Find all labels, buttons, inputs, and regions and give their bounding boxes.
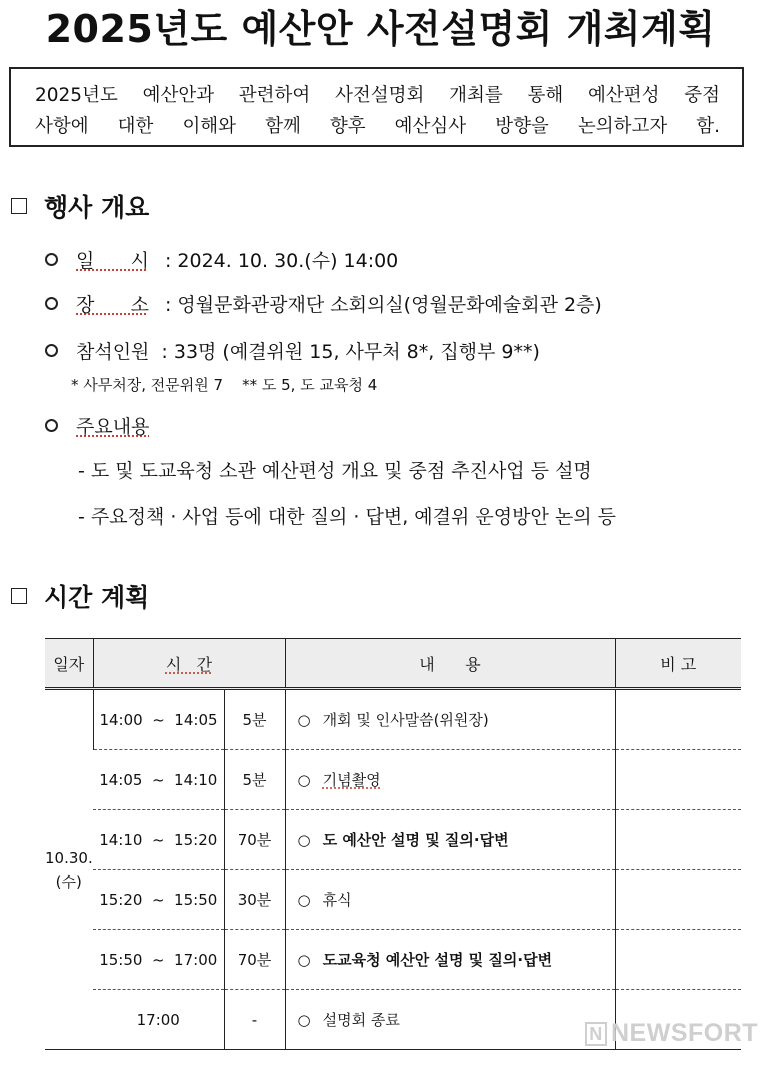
place-value: : 영월문화관광재단 소회의실(영월문화예술회관 2층) — [164, 294, 602, 316]
header-time: 시 간 — [93, 639, 285, 689]
overview-main-content — [45, 412, 149, 439]
table-row — [45, 750, 741, 810]
table-row — [45, 810, 741, 870]
time-cell: 14:10 ~ 15:20 — [93, 810, 224, 870]
note-cell — [615, 689, 741, 750]
time-cell: 15:20 ~ 15:50 — [93, 870, 224, 930]
overview-place — [45, 290, 602, 317]
table-row — [45, 689, 741, 750]
duration-cell: 70분 — [224, 930, 285, 990]
summary-box — [9, 67, 744, 147]
table-header-row — [45, 639, 741, 689]
circle-bullet-icon: ○ — [297, 891, 311, 909]
section-heading-text: 행사 개요 — [44, 193, 150, 222]
date-line: 10.30. — [45, 848, 93, 867]
date-cell — [45, 689, 93, 1050]
circle-bullet-icon: ○ — [297, 1011, 311, 1029]
section-heading-text: 시간 계획 — [44, 583, 150, 612]
overview-datetime — [45, 246, 398, 273]
watermark-text: NEWSFORT — [611, 1019, 759, 1047]
main-content-item: - 도 및 도교육청 소관 예산편성 개요 및 중점 추진사업 등 설명 — [78, 460, 592, 482]
note-cell — [615, 750, 741, 810]
header-date: 일자 — [45, 639, 93, 689]
content-cell: ○ 휴식 — [285, 870, 615, 930]
header-content: 내 용 — [285, 639, 615, 689]
header-note: 비 고 — [615, 639, 741, 689]
page-title: 2025년도 예산안 사전설명회 개최계획 — [45, 7, 716, 51]
table-row — [45, 870, 741, 930]
note-cell — [615, 870, 741, 930]
content-cell: ○ 개회 및 인사말씀(위원장) — [285, 689, 615, 750]
datetime-label: 일 시 — [76, 250, 149, 272]
circle-bullet-icon — [45, 419, 58, 432]
content-cell: ○ 도 예산안 설명 및 질의·답변 — [285, 810, 615, 870]
datetime-value: : 2024. 10. 30.(수) 14:00 — [164, 250, 399, 272]
checkbox-icon — [11, 198, 27, 214]
time-cell: 14:05 ~ 14:10 — [93, 750, 224, 810]
section-heading-schedule — [11, 578, 149, 614]
duration-cell: 70분 — [224, 810, 285, 870]
overview-attendees — [45, 337, 540, 364]
note-cell — [615, 930, 741, 990]
circle-bullet-icon — [45, 297, 58, 310]
main-content-label: 주요내용 — [76, 416, 150, 438]
note-cell — [615, 810, 741, 870]
place-label: 장 소 — [76, 294, 149, 316]
checkbox-icon — [11, 588, 27, 604]
section-heading-overview — [11, 188, 149, 224]
circle-bullet-icon: ○ — [297, 831, 311, 849]
time-cell: 14:00 ~ 14:05 — [93, 689, 224, 750]
duration-cell: 5분 — [224, 750, 285, 810]
content-cell: ○ 도교육청 예산안 설명 및 질의·답변 — [285, 930, 615, 990]
newsfort-watermark — [585, 1019, 758, 1048]
duration-cell: - — [224, 990, 285, 1050]
summary-line: 2025년도 예산안과 관련하여 사전설명회 개최를 통해 예산편성 중점 — [35, 85, 720, 106]
schedule-table — [45, 638, 741, 1050]
circle-bullet-icon — [45, 253, 58, 266]
circle-bullet-icon: ○ — [297, 771, 311, 789]
circle-bullet-icon — [45, 344, 58, 357]
summary-line: 사항에 대한 이해와 함께 향후 예산심사 방향을 논의하고자 함. — [35, 116, 720, 137]
content-cell: ○ 기념촬영 — [285, 750, 615, 810]
table-row — [45, 930, 741, 990]
newsfort-logo-icon: N — [585, 1022, 607, 1046]
circle-bullet-icon: ○ — [297, 951, 311, 969]
main-content-item: - 주요정책 · 사업 등에 대한 질의 · 답변, 예결위 운영방안 논의 등 — [78, 506, 616, 528]
attendees-note: * 사무처장, 전문위원 7 ** 도 5, 도 교육청 4 — [71, 376, 378, 394]
content-cell: ○ 설명회 종료 — [285, 990, 615, 1050]
time-cell: 17:00 — [93, 990, 224, 1050]
date-line: (수) — [55, 872, 82, 891]
circle-bullet-icon: ○ — [297, 711, 311, 729]
attendees-value: : 33명 (예결위원 15, 사무처 8*, 집행부 9**) — [161, 341, 540, 363]
time-cell: 15:50 ~ 17:00 — [93, 930, 224, 990]
duration-cell: 5분 — [224, 689, 285, 750]
duration-cell: 30분 — [224, 870, 285, 930]
attendees-label: 참석인원 — [76, 341, 150, 363]
